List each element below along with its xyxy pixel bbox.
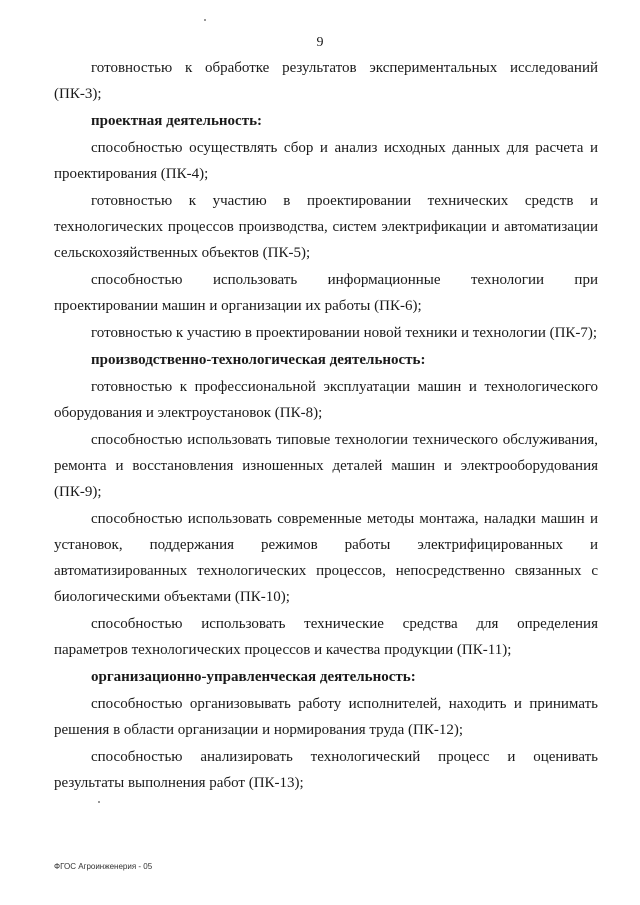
competency-pk5: готовностью к участию в проектировании технических средств и технологических процессов производства, систем электрификации и автоматизации сельскохозяйственных объектов (ПК-5); (54, 193, 598, 261)
section-heading-design: проектная деятельность: (91, 113, 262, 129)
section-heading-production: производственно-технологическая деятельность: (91, 352, 426, 368)
competency-pk6: способностью использовать информационные технологии при проектировании машин и организации их работы (ПК-6); (54, 272, 598, 314)
document-footer: ФГОС Агроинженерия - 05 (54, 862, 153, 871)
competency-pk13: способностью анализировать технологический процесс и оценивать результаты выполнения работ (ПК-13); (54, 749, 598, 791)
scan-speck (98, 801, 100, 803)
competency-pk3: готовностью к обработке результатов экспериментальных исследований (ПК-3); (54, 60, 598, 102)
scan-speck (204, 19, 206, 21)
competency-pk9: способностью использовать типовые технологии технического обслуживания, ремонта и восстановления изношенных деталей машин и электрооборудования (ПК-9); (54, 432, 598, 500)
competency-pk8: готовностью к профессиональной эксплуатации машин и технологического оборудования и электроустановок (ПК-8); (54, 379, 598, 421)
competency-pk4: способностью осуществлять сбор и анализ исходных данных для расчета и проектирования (ПК-4); (54, 140, 598, 182)
competency-pk10: способностью использовать современные методы монтажа, наладки машин и установок, поддержания режимов работы электрифицированных и автоматизированных технологических процессов, непосредственно связанных с биологическими объектами (ПК-10); (54, 511, 598, 605)
competency-pk7: готовностью к участию в проектировании новой техники и технологии (ПК-7); (91, 325, 598, 341)
competency-pk12: способностью организовывать работу исполнителей, находить и принимать решения в области организации и нормирования труда (ПК-12); (54, 696, 598, 738)
competency-pk11: способностью использовать технические средства для определения параметров технологических процессов и качества продукции (ПК-11); (54, 616, 598, 658)
section-heading-management: организационно-управленческая деятельность: (91, 669, 416, 685)
page-number: 9 (316, 35, 324, 50)
document-body (54, 55, 598, 796)
